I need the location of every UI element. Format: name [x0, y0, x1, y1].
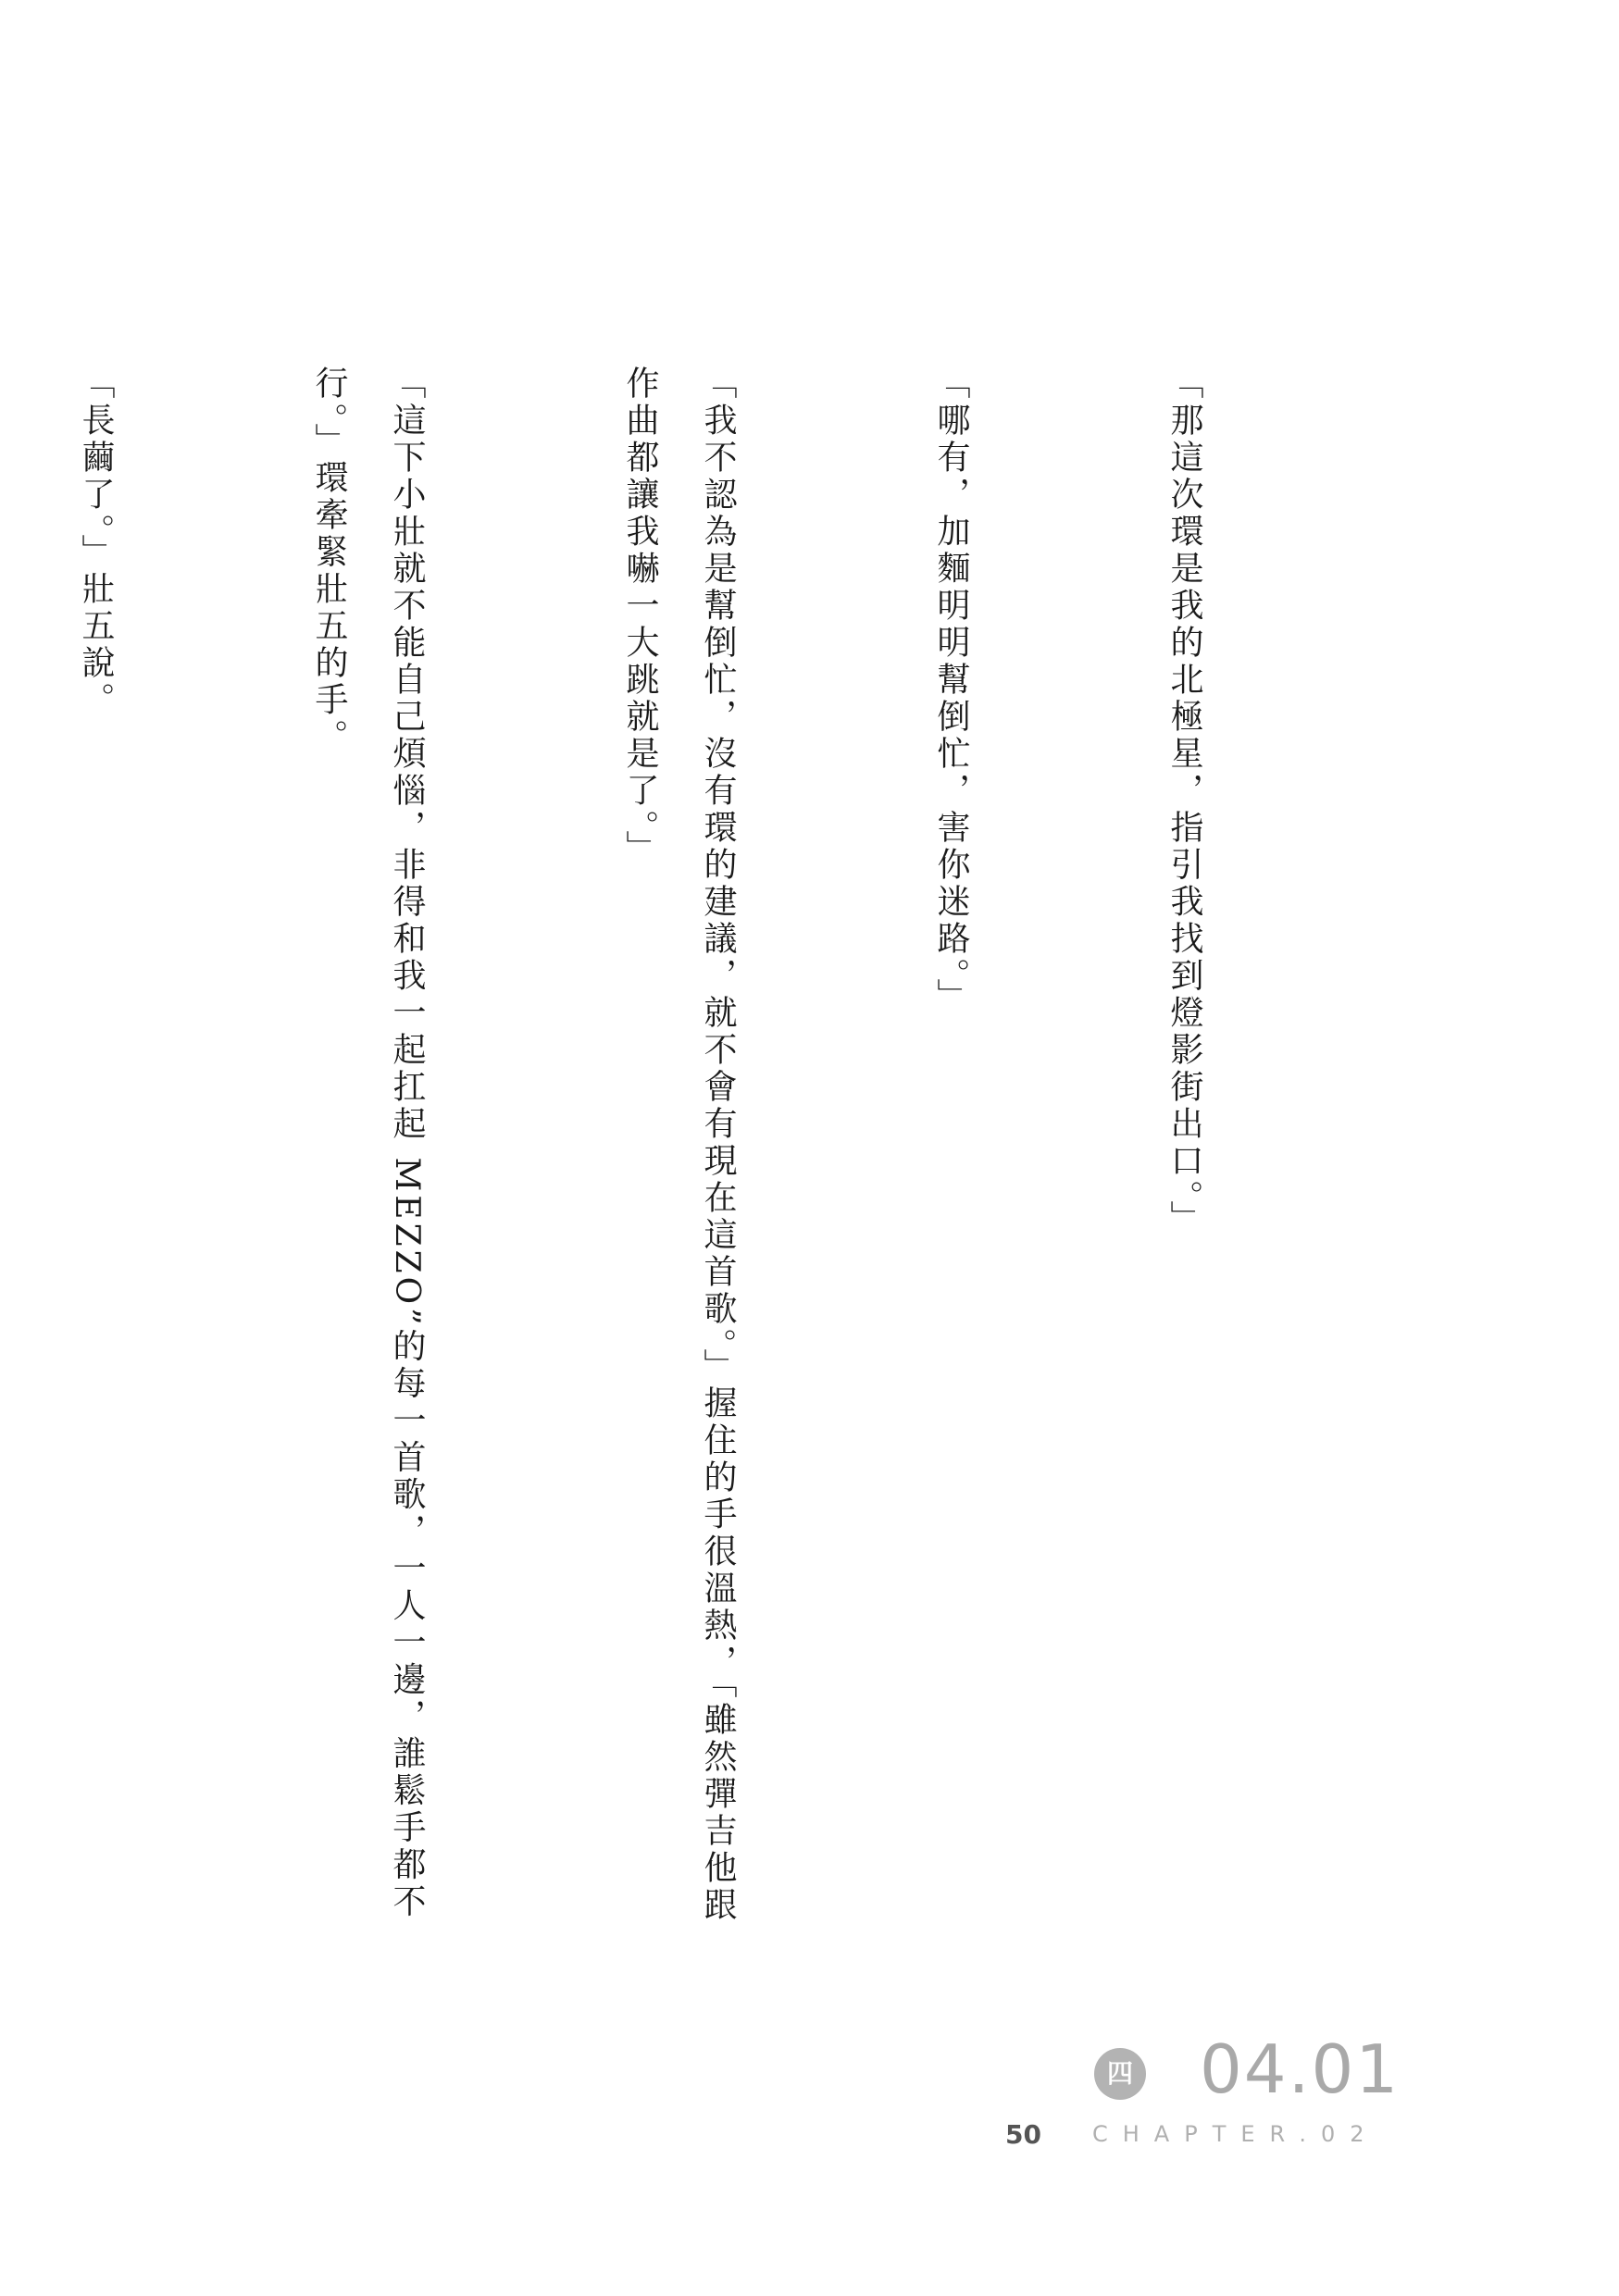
- page-footer: [0, 2030, 1619, 2221]
- paragraph: 「我不認為是幫倒忙，沒有環的建議，就不會有現在這首歌。」握住的手很溫熱，「雖然彈吉他跟作曲都讓我嚇一大跳就是了。」: [621, 366, 737, 1924]
- paragraph: 「那這次環是我的北極星，指引我找到燈影街出口。」: [1165, 366, 1203, 1237]
- chapter-badge: 四: [1094, 2048, 1146, 2100]
- chapter-code: 04.01: [1200, 2030, 1401, 2108]
- page-number: 50: [1005, 2119, 1041, 2150]
- paragraph: 「長繭了。」壯五說。: [77, 366, 115, 719]
- paragraph: 「哪有，加麵明明幫倒忙，害你迷路。」: [932, 366, 970, 1015]
- chapter-label: CHAPTER.02: [1092, 2121, 1379, 2147]
- body-text: [0, 366, 1378, 1939]
- paragraph: 「這下小壯就不能自己煩惱，非得和我一起扛起 MEZZO”的每一首歌，一人一邊，誰鬆手都不行。」環牽緊壯五的手。: [310, 366, 426, 1921]
